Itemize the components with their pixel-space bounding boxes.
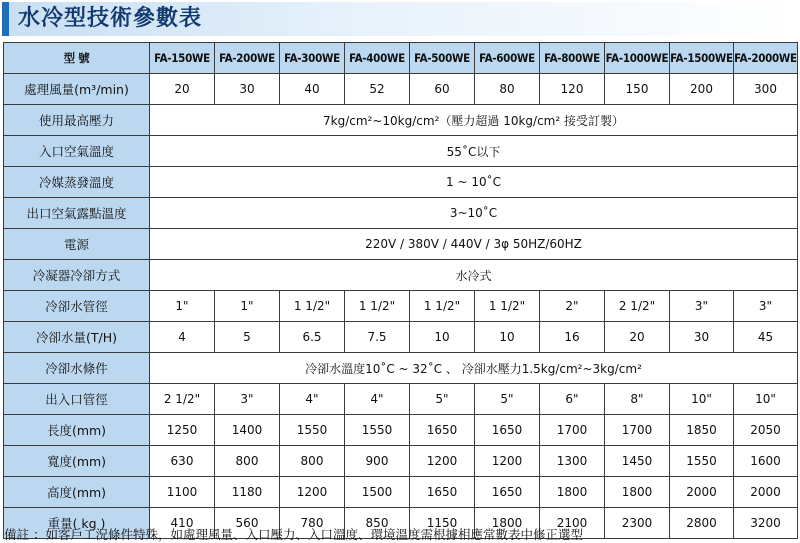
- value-cell: 1180: [215, 477, 280, 508]
- value-cell: 6.5: [280, 322, 345, 353]
- value-cell: 10: [475, 322, 540, 353]
- value-cell: 1800: [605, 477, 670, 508]
- table-row: [4, 136, 798, 167]
- value-cell: 630: [150, 446, 215, 477]
- table-row: [4, 198, 798, 229]
- value-cell: 780: [280, 508, 345, 539]
- value-cell: 1850: [670, 415, 734, 446]
- footnote: 備註 ：如客戶工況條件特殊，如處理風量、入口壓力、入口溫度、環境溫度需根據相應常數表中修正選型: [4, 527, 583, 542]
- merged-value-cell: 55˚C以下: [150, 136, 798, 167]
- merged-value-cell: 220V / 380V / 440V / 3φ 50HZ/60HZ: [150, 229, 798, 260]
- value-cell: 1200: [280, 477, 345, 508]
- table-row: [4, 291, 798, 322]
- value-cell: 10: [410, 322, 475, 353]
- row-label: 出口空氣露點溫度: [4, 198, 150, 229]
- table-row: [4, 353, 798, 384]
- row-label: 長度(mm): [4, 415, 150, 446]
- row-label: 出入口管徑: [4, 384, 150, 415]
- spec-table-body: [4, 74, 798, 539]
- header-row: [4, 43, 798, 74]
- value-cell: 2050: [734, 415, 798, 446]
- value-cell: 3": [734, 291, 798, 322]
- value-cell: 2100: [540, 508, 605, 539]
- model-header: FA-150WE: [150, 43, 215, 74]
- merged-value-cell: 3~10˚C: [150, 198, 798, 229]
- value-cell: 5": [475, 384, 540, 415]
- page-title: 水冷型技術參數表: [18, 6, 203, 31]
- row-label: 冷凝器冷卻方式: [4, 260, 150, 291]
- value-cell: 1300: [540, 446, 605, 477]
- merged-value-cell: 冷卻水溫度10˚C ~ 32˚C 、 冷卻水壓力1.5kg/cm²~3kg/cm²: [150, 353, 798, 384]
- value-cell: 800: [280, 446, 345, 477]
- value-cell: 1400: [215, 415, 280, 446]
- value-cell: 2 1/2": [605, 291, 670, 322]
- value-cell: 1650: [475, 415, 540, 446]
- row-label: 電源: [4, 229, 150, 260]
- value-cell: 6": [540, 384, 605, 415]
- table-row: [4, 229, 798, 260]
- model-header-label: 型 號: [4, 43, 150, 74]
- value-cell: 30: [215, 74, 280, 105]
- value-cell: 1800: [540, 477, 605, 508]
- table-row: [4, 105, 798, 136]
- value-cell: 16: [540, 322, 605, 353]
- value-cell: 20: [150, 74, 215, 105]
- value-cell: 3200: [734, 508, 798, 539]
- table-row: [4, 260, 798, 291]
- value-cell: 40: [280, 74, 345, 105]
- value-cell: 2000: [734, 477, 798, 508]
- value-cell: 20: [605, 322, 670, 353]
- merged-value-cell: 1 ~ 10˚C: [150, 167, 798, 198]
- row-label: 使用最高壓力: [4, 105, 150, 136]
- row-label: 寬度(mm): [4, 446, 150, 477]
- value-cell: 7.5: [345, 322, 410, 353]
- value-cell: 120: [540, 74, 605, 105]
- value-cell: 1 1/2": [345, 291, 410, 322]
- value-cell: 60: [410, 74, 475, 105]
- row-label: 重量( kg ): [4, 508, 150, 539]
- model-header: FA-1000WE: [605, 43, 670, 74]
- value-cell: 1550: [280, 415, 345, 446]
- value-cell: 1450: [605, 446, 670, 477]
- table-row: [4, 477, 798, 508]
- value-cell: 3": [215, 384, 280, 415]
- title-accent-bar: [2, 2, 9, 36]
- value-cell: 1 1/2": [280, 291, 345, 322]
- value-cell: 300: [734, 74, 798, 105]
- value-cell: 1250: [150, 415, 215, 446]
- row-label: 高度(mm): [4, 477, 150, 508]
- value-cell: 5": [410, 384, 475, 415]
- value-cell: 2000: [670, 477, 734, 508]
- value-cell: 4": [345, 384, 410, 415]
- value-cell: 1600: [734, 446, 798, 477]
- model-header: FA-1500WE: [670, 43, 734, 74]
- row-label: 冷卻水量(T/H): [4, 322, 150, 353]
- table-row: [4, 415, 798, 446]
- model-header: FA-800WE: [540, 43, 605, 74]
- value-cell: 4": [280, 384, 345, 415]
- model-header: FA-500WE: [410, 43, 475, 74]
- value-cell: 2": [540, 291, 605, 322]
- value-cell: 2300: [605, 508, 670, 539]
- value-cell: 5: [215, 322, 280, 353]
- value-cell: 45: [734, 322, 798, 353]
- table-row: [4, 322, 798, 353]
- value-cell: 1650: [410, 477, 475, 508]
- value-cell: 150: [605, 74, 670, 105]
- row-label: 處理風量(m³/min): [4, 74, 150, 105]
- value-cell: 2800: [670, 508, 734, 539]
- merged-value-cell: 水冷式: [150, 260, 798, 291]
- merged-value-cell: 7kg/cm²~10kg/cm²（壓力超過 10kg/cm² 接受訂製）: [150, 105, 798, 136]
- value-cell: 1500: [345, 477, 410, 508]
- value-cell: 1100: [150, 477, 215, 508]
- value-cell: 1550: [670, 446, 734, 477]
- value-cell: 1700: [540, 415, 605, 446]
- value-cell: 1 1/2": [410, 291, 475, 322]
- value-cell: 10": [670, 384, 734, 415]
- model-header: FA-600WE: [475, 43, 540, 74]
- model-header: FA-2000WE: [734, 43, 798, 74]
- value-cell: 1": [150, 291, 215, 322]
- value-cell: 10": [734, 384, 798, 415]
- table-row: [4, 167, 798, 198]
- value-cell: 1150: [410, 508, 475, 539]
- row-label: 入口空氣溫度: [4, 136, 150, 167]
- value-cell: 1800: [475, 508, 540, 539]
- value-cell: 1200: [475, 446, 540, 477]
- value-cell: 1650: [410, 415, 475, 446]
- value-cell: 900: [345, 446, 410, 477]
- value-cell: 30: [670, 322, 734, 353]
- value-cell: 1550: [345, 415, 410, 446]
- value-cell: 560: [215, 508, 280, 539]
- value-cell: 2 1/2": [150, 384, 215, 415]
- model-header: FA-300WE: [280, 43, 345, 74]
- value-cell: 80: [475, 74, 540, 105]
- value-cell: 8": [605, 384, 670, 415]
- value-cell: 850: [345, 508, 410, 539]
- row-label: 冷卻水管徑: [4, 291, 150, 322]
- value-cell: 410: [150, 508, 215, 539]
- value-cell: 4: [150, 322, 215, 353]
- model-header: FA-400WE: [345, 43, 410, 74]
- value-cell: 200: [670, 74, 734, 105]
- value-cell: 1700: [605, 415, 670, 446]
- spec-table: [3, 42, 798, 539]
- value-cell: 1200: [410, 446, 475, 477]
- table-row: [4, 446, 798, 477]
- value-cell: 1650: [475, 477, 540, 508]
- row-label: 冷媒蒸發溫度: [4, 167, 150, 198]
- row-label: 冷卻水條件: [4, 353, 150, 384]
- table-row: [4, 384, 798, 415]
- value-cell: 52: [345, 74, 410, 105]
- model-header: FA-200WE: [215, 43, 280, 74]
- value-cell: 800: [215, 446, 280, 477]
- title-bar: [2, 2, 798, 36]
- value-cell: 1 1/2": [475, 291, 540, 322]
- table-row: [4, 74, 798, 105]
- value-cell: 1": [215, 291, 280, 322]
- value-cell: 3": [670, 291, 734, 322]
